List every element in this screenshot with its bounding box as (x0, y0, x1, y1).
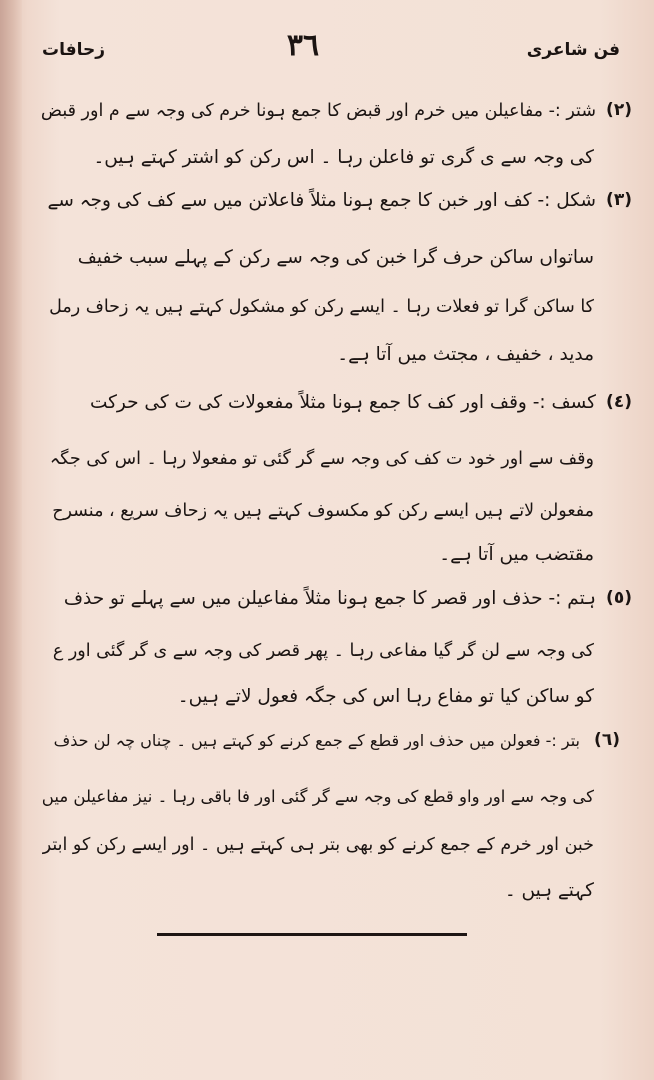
text-line: خبن اور خرم کے جمع کرنے کو بھی بتر ہی کہتے ہیں ۔ اور ایسے رکن کو ابتر (42, 835, 594, 855)
text-line: مدید ، خفیف ، مجتث میں آتا ہے۔ (337, 344, 594, 365)
item-number: (٢) (606, 100, 632, 120)
text-line: کی وجہ سے اور واو قطع کی وجہ سے گر گئی اور فا باقی رہا ۔ نیز مفاعیلن میں (41, 787, 594, 806)
running-header-left: زحافات (42, 40, 106, 60)
text-line: کسف :- وقف اور کف کا جمع ہونا مثلاً مفعولات کی ت کی حرکت (89, 392, 596, 413)
page-number: ٣٦ (286, 28, 320, 63)
text-line: کی وجہ سے ی گری تو فاعلن رہا ۔ اس رکن کو اشتر کہتے ہیں۔ (93, 147, 594, 168)
text-line: کو ساکن کیا تو مفاع رہا اس کی جگہ فعول لاتے ہیں۔ (177, 686, 594, 707)
text-line: وقف سے اور خود ت کف کی وجہ سے گر گئی تو مفعولا رہا ۔ اس کی جگہ (49, 449, 594, 469)
page-binding-shadow (0, 0, 22, 1080)
text-line: کا ساکن گرا تو فعلات رہا ۔ ایسے رکن کو مشکول کہتے ہیں یہ زحاف رمل (49, 297, 594, 317)
text-line: ہتم :- حذف اور قصر کا جمع ہونا مثلاً مفاعیلن میں سے پہلے تو حذف (63, 588, 596, 609)
text-line: بتر :- فعولن میں حذف اور قطع کے جمع کرنے کو کہتے ہیں ۔ چناں چہ لن حذف (53, 731, 580, 750)
item-number: (٤) (606, 392, 632, 412)
text-line: شتر :- مفاعیلن میں خرم اور قبض کا جمع ہونا خرم کی وجہ سے م اور قبض (40, 101, 596, 121)
item-number: (٦) (594, 730, 620, 750)
running-header-right: فن شاعری (526, 40, 620, 60)
text-line: کی وجہ سے لن گر گیا مفاعی رہا ۔ پھر قصر کی وجہ سے ی گر گئی اور ع (52, 641, 594, 661)
text-line: مقتضب میں آتا ہے۔ (439, 544, 594, 565)
end-rule-divider (157, 933, 467, 936)
text-line: شکل :- کف اور خبن کا جمع ہونا مثلاً فاعلاتن میں سے کف کی وجہ سے (47, 190, 596, 211)
item-number: (٥) (606, 588, 632, 608)
item-number: (٣) (606, 190, 632, 210)
text-line: ساتواں ساکن حرف گرا خبن کی وجہ سے رکن کے پہلے سبب خفیف (77, 247, 594, 268)
text-line: مفعولن لاتے ہیں ایسے رکن کو مکسوف کہتے ہیں یہ زحاف سریع ، منسرح (52, 501, 594, 521)
text-line: کہتے ہیں ۔ (504, 880, 594, 901)
